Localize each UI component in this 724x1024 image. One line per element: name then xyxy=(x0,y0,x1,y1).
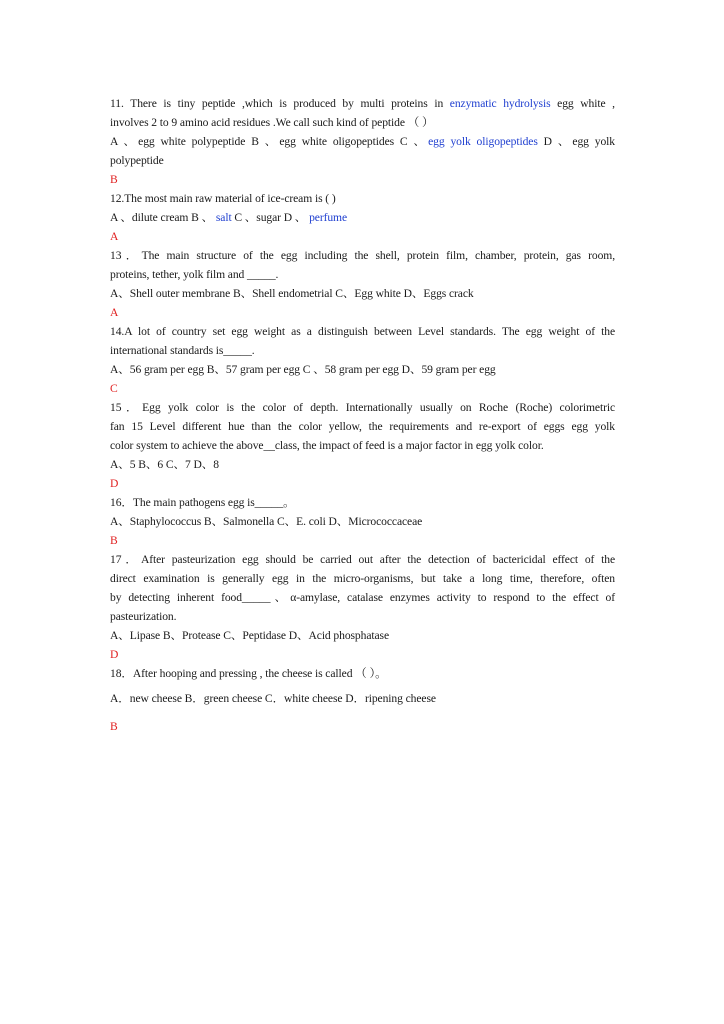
q15-options-line: A、5 B、6 C、7 D、8 xyxy=(110,458,219,471)
q11-line-1 xyxy=(110,94,615,113)
q12-options-line xyxy=(110,208,615,227)
q13-answer: A xyxy=(110,306,119,319)
q13-line-2: proteins, tether, yolk film and _____. xyxy=(110,268,279,281)
q12-option-highlight: perfume xyxy=(309,211,348,224)
q12-option-text: A 、dilute cream B 、 xyxy=(110,211,216,224)
q11-options-text: D 、egg yolk xyxy=(537,135,615,148)
q14-answer: C xyxy=(110,382,118,395)
q16-question: 16．The main pathogens egg is_____。 xyxy=(110,496,295,509)
q14-options-line: A、56 gram per egg B、57 gram per egg C 、58 gram per egg D、59 gram per egg xyxy=(110,363,496,376)
q12-option-highlight: salt xyxy=(215,211,232,224)
q11-answer: B xyxy=(110,173,118,186)
q17-line-2: direct examination is generally egg in the micro-organisms, but take a long time, therefore, often xyxy=(110,572,615,585)
q16-answer: B xyxy=(110,534,118,547)
q11-text: egg white , xyxy=(550,97,615,110)
q12-option-text: C 、sugar D 、 xyxy=(231,211,310,224)
q17-line-1: 17．After pasteurization egg should be carried out after the detection of bactericidal effect of the xyxy=(110,553,615,566)
q15-line-2: fan 15 Level different hue than the color yellow, the requirements and re-export of eggs egg yolk xyxy=(110,420,615,433)
q18-question: 18．After hooping and pressing , the cheese is called （ ）。 xyxy=(110,667,387,680)
q11-option-highlight: egg yolk oligopeptides xyxy=(428,135,538,148)
q16-options-line: A、Staphylococcus B、Salmonella C、E. coli D、Micrococcaceae xyxy=(110,515,423,528)
q14-line-2: international standards is_____. xyxy=(110,344,255,357)
q12-question: 12.The most main raw material of ice-cream is ( ) xyxy=(110,192,336,205)
q12-answer: A xyxy=(110,230,119,243)
q15-line-3: color system to achieve the above__class, the impact of feed is a major factor in egg yolk color. xyxy=(110,439,544,452)
q11-highlight: enzymatic hydrolysis xyxy=(449,97,551,110)
q18-answer: B xyxy=(110,720,118,733)
q18-options-line: A．new cheese B．green cheese C．white cheese D．ripening cheese xyxy=(110,692,436,705)
q17-line-4: pasteurization. xyxy=(110,610,177,623)
q17-answer: D xyxy=(110,648,119,661)
q11-text: 11. There is tiny peptide ,which is produced by multi proteins in xyxy=(110,97,450,110)
q15-line-1: 15．Egg yolk color is the color of depth. Internationally usually on Roche (Roche) colorimetric xyxy=(110,401,615,414)
q11-options-line-2: polypeptide xyxy=(110,154,164,167)
q17-line-3: by detecting inherent food_____、α-amylase, catalase enzymes activity to respond to the effect of xyxy=(110,591,615,604)
q15-answer: D xyxy=(110,477,119,490)
q14-line-1: 14.A lot of country set egg weight as a distinguish between Level standards. The egg weight of the xyxy=(110,325,615,338)
q13-options-line: A、Shell outer membrane B、Shell endometrial C、Egg white D、Eggs crack xyxy=(110,287,474,300)
q11-line-2: involves 2 to 9 amino acid residues .We call such kind of peptide （ ） xyxy=(110,116,434,129)
q11-options-line xyxy=(110,132,615,151)
q13-line-1: 13．The main structure of the egg including the shell, protein film, chamber, protein, gas room, xyxy=(110,249,615,262)
spacer xyxy=(110,708,615,717)
q11-options-text: A 、egg white polypeptide B 、egg white oligopeptides C 、 xyxy=(110,135,429,148)
question-list xyxy=(110,94,615,736)
q17-options-line: A、Lipase B、Protease C、Peptidase D、Acid phosphatase xyxy=(110,629,389,642)
